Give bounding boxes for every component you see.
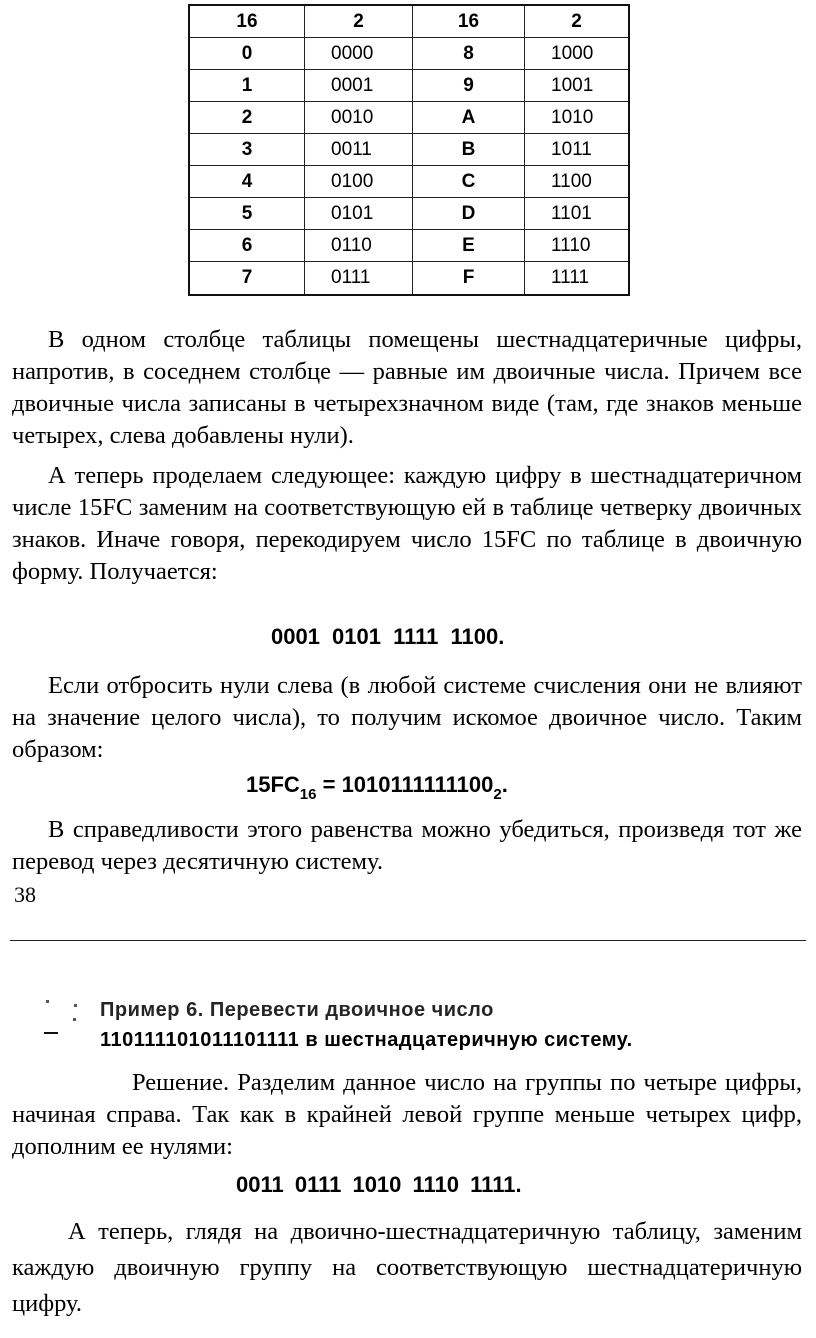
hex-digit-cell: 9 [413, 70, 525, 102]
binary-value-cell: 0100 [305, 166, 413, 198]
hex-digit-cell: E [413, 230, 525, 262]
solution-paragraph: Решение. Разделим данное число на группы по четыре цифры, начиная справа. Так как в крайней левой группе меньше четырех цифр, дополним ее нулями: [12, 1069, 802, 1160]
hex-digit-cell: C [413, 166, 525, 198]
page-divider [10, 940, 806, 941]
hex-digit-cell: 6 [190, 230, 305, 262]
paragraph-2: А теперь проделаем следующее: каждую цифру в шестнадцатеричном числе 15FC заменим на соответствующую ей в таблице четверку двоичных знаков. Иначе говоря, перекодируем число 15FC по таблице в двоичную форму. Получается: [12, 462, 802, 585]
paragraph-4: В справедливости этого равенства можно убедиться, произведя тот же перевод через десятичную систему. [12, 816, 802, 875]
binary-value-cell: 1111 [551, 267, 590, 288]
scan-speck [73, 1018, 76, 1021]
hex-digit-cell: 1 [190, 70, 305, 102]
binary-value-cell: 0010 [305, 102, 413, 134]
scan-speck [46, 1000, 49, 1003]
binary-value-cell: 1010 [525, 102, 628, 134]
binary-value-cell: 0101 [305, 198, 413, 230]
hex-digit-cell: 7 [190, 262, 305, 294]
hex-digit-cell: B [413, 134, 525, 166]
hex-digit-cell: A [413, 102, 525, 134]
binary-value-cell: 0110 [305, 230, 413, 262]
paragraph-3: Если отбросить нули слева (в любой системе счисления они не влияют на значение целого числа), то получим искомое двоичное число. Таким образом: [12, 672, 802, 763]
hex-digit-cell: 2 [190, 102, 305, 134]
hex-digit-cell: 4 [190, 166, 305, 198]
margin-mark [44, 1032, 58, 1034]
scan-speck [74, 1004, 77, 1007]
table-header-cell: 2 [525, 6, 628, 38]
binary-value-cell: 1001 [525, 70, 628, 102]
paragraph-1: В одном столбце таблицы помещены шестнадцатеричные цифры, напротив, в соседнем столбце — равные им двоичные числа. Причем все двоичные числа записаны в четырехзначном виде (там, где знаков меньше четырех, слева добавлены нули). [12, 326, 802, 449]
binary-groups-result: 0001 0101 1111 1100. [271, 624, 505, 649]
binary-value-cell: 1110 [525, 230, 628, 262]
binary-value-cell: 0011 [305, 134, 413, 166]
binary-groups-padded: 0011 0111 1010 1110 1111. [236, 1172, 522, 1197]
binary-value-cell: 0111 [305, 262, 413, 294]
binary-value-cell: 0000 [305, 38, 413, 70]
binary-value-cell: 0001 [305, 70, 413, 102]
hex-digit-cell: F [413, 262, 525, 294]
binary-value-cell: 1000 [525, 38, 628, 70]
table-header-cell: 2 [305, 6, 413, 38]
hex-digit-cell: 0 [190, 38, 305, 70]
final-paragraph: А теперь, глядя на двоично-шестнадцатеричную таблицу, заменим каждую двоичную группу на соответствующую шестнадцатеричную цифру. [12, 1218, 802, 1317]
hex-digit-cell: 5 [190, 198, 305, 230]
hex-digit-cell: D [413, 198, 525, 230]
example-heading: Пример 6. Перевести двоичное число 110111101011101111 в шестнадцатеричную систему. [100, 999, 633, 1051]
conversion-formula: $15FC_{16} = 1010111111100_2$. [246, 772, 508, 803]
binary-value-cell: 1101 [525, 198, 628, 230]
binary-value-cell: 1100 [525, 166, 628, 198]
table-header-cell: 16 [190, 6, 305, 38]
table-header-cell: 16 [413, 6, 525, 38]
binary-value-cell: 1011 [525, 134, 628, 166]
hex-digit-cell: 3 [190, 134, 305, 166]
hex-binary-table [188, 4, 630, 296]
page-number: 38 [14, 882, 36, 907]
hex-digit-cell: 8 [413, 38, 525, 70]
